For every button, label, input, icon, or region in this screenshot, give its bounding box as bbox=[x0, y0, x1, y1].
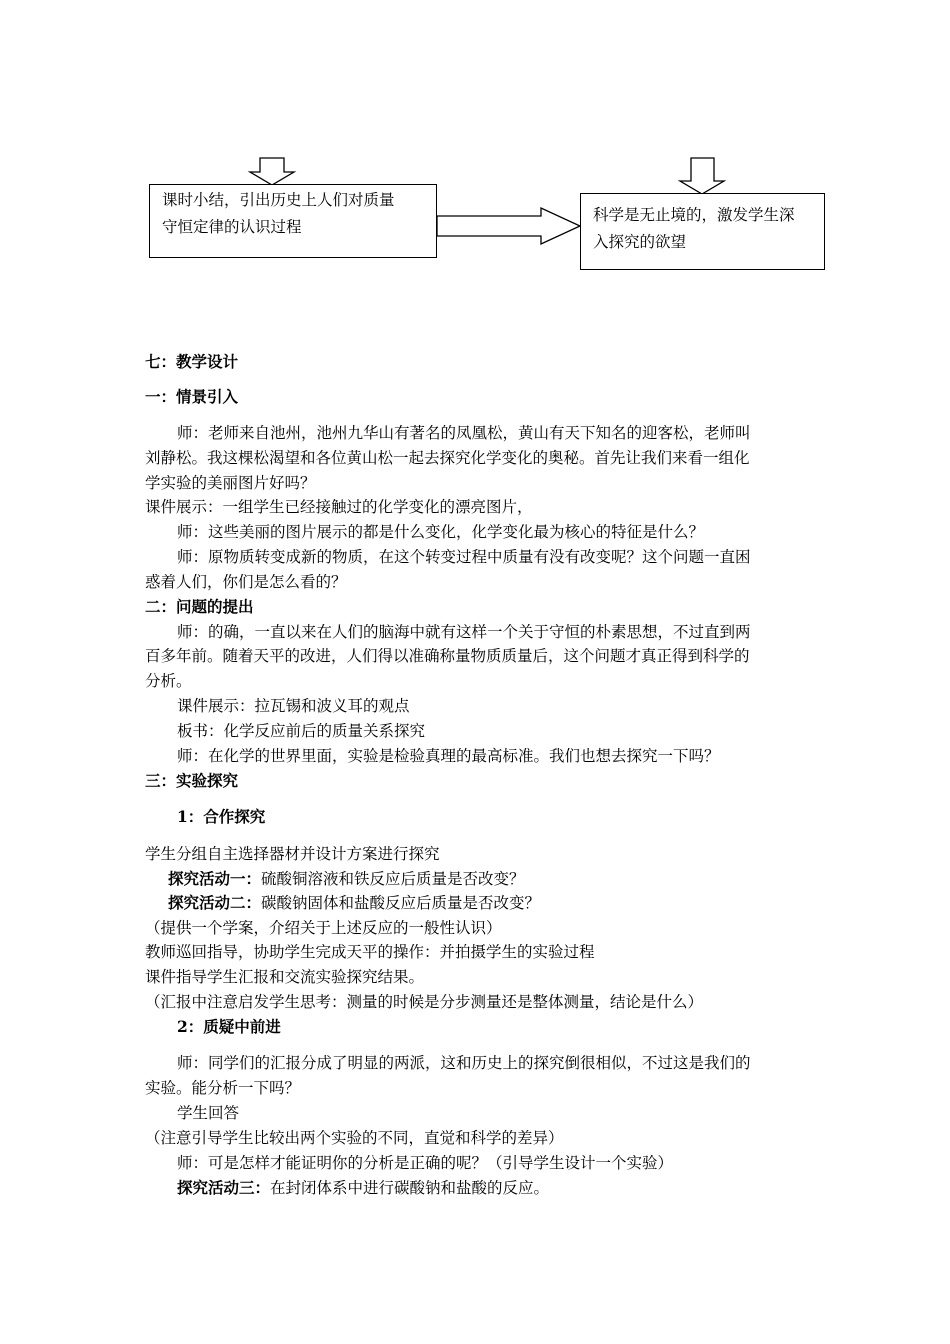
section-2-title: 二：问题的提出 bbox=[145, 597, 254, 616]
activity-3-text: 在封闭体系中进行碳酸钠和盐酸的反应。 bbox=[270, 1179, 550, 1197]
activity-3-label: 探究活动三： bbox=[177, 1178, 271, 1197]
section-3-title: 三：实验探究 bbox=[145, 771, 239, 790]
paragraph-13: （汇报中注意启发学生思考：测量的时候是分步测量还是整体测量，结论是什么） bbox=[145, 993, 704, 1011]
paragraph-5-line-1: 师：的确，一直以来在人们的脑海中就有这样一个关于守恒的朴素思想，不过直到两 bbox=[177, 623, 751, 641]
flow-box-summary-line-1: 课时小结，引出历史上人们对质量 bbox=[162, 191, 395, 209]
activity-1-label: 探究活动一： bbox=[168, 869, 262, 888]
paragraph-8: 师：在化学的世界里面，实验是检验真理的最高标准。我们也想去探究一下吗？ bbox=[177, 747, 720, 765]
activity-3 bbox=[177, 1178, 549, 1198]
activity-1 bbox=[168, 869, 525, 889]
subsection-2-title: 2：质疑中前进 bbox=[177, 1017, 281, 1036]
flow-box-science-line-1: 科学是无止境的，激发学生深 bbox=[593, 206, 795, 224]
paragraph-12: 课件指导学生汇报和交流实验探究结果。 bbox=[145, 968, 425, 986]
paragraph-4-line-1: 师：原物质转变成新的物质，在这个转变过程中质量有没有改变呢？这个问题一直困 bbox=[177, 548, 751, 566]
activity-2-text: 碳酸钠固体和盐酸反应后质量是否改变？ bbox=[261, 894, 541, 912]
paragraph-1-line-1: 师：老师来自池州，池州九华山有著名的凤凰松，黄山有天下知名的迎客松，老师叫 bbox=[177, 424, 751, 442]
paragraph-2: 课件展示：一组学生已经接触过的化学变化的漂亮图片， bbox=[145, 498, 533, 516]
activity-2 bbox=[168, 893, 540, 913]
activity-1-text: 硫酸铜溶液和铁反应后质量是否改变？ bbox=[261, 870, 525, 888]
subsection-1-title: 1：合作探究 bbox=[177, 807, 266, 826]
section-7-title: 七：教学设计 bbox=[145, 352, 239, 371]
flow-box-summary bbox=[149, 184, 437, 258]
flow-box-science bbox=[580, 193, 825, 270]
paragraph-11: 教师巡回指导，协助学生完成天平的操作：并拍摄学生的实验过程 bbox=[145, 943, 595, 961]
paragraph-6: 课件展示：拉瓦锡和波义耳的观点 bbox=[177, 697, 410, 715]
flow-box-science-line-2: 入探究的欲望 bbox=[593, 233, 687, 251]
paragraph-5-line-2: 百多年前。随着天平的改进，人们得以准确称量物质质量后，这个问题才真正得到科学的 bbox=[145, 647, 750, 665]
paragraph-9: 学生分组自主选择器材并设计方案进行探究 bbox=[145, 845, 440, 863]
paragraph-3: 师：这些美丽的图片展示的都是什么变化，化学变化最为核心的特征是什么？ bbox=[177, 523, 705, 541]
flow-box-summary-line-2: 守恒定律的认识过程 bbox=[162, 218, 302, 236]
paragraph-10: （提供一个学案，介绍关于上述反应的一般性认识） bbox=[145, 919, 502, 937]
paragraph-5-line-3: 分析。 bbox=[145, 672, 192, 690]
paragraph-14-line-2: 实验。能分析一下吗？ bbox=[145, 1079, 301, 1097]
paragraph-1-line-2: 刘静松。我这棵松渴望和各位黄山松一起去探究化学变化的奥秘。首先让我们来看一组化 bbox=[145, 449, 750, 467]
paragraph-16: （注意引导学生比较出两个实验的不同，直觉和科学的差异） bbox=[145, 1129, 564, 1147]
paragraph-17: 师：可是怎样才能证明你的分析是正确的呢？（引导学生设计一个实验） bbox=[177, 1154, 674, 1172]
paragraph-7: 板书：化学反应前后的质量关系探究 bbox=[177, 722, 426, 740]
paragraph-1-line-3: 学实验的美丽图片好吗？ bbox=[145, 474, 316, 492]
paragraph-15: 学生回答 bbox=[177, 1104, 240, 1122]
paragraph-4-line-2: 惑着人们，你们是怎么看的？ bbox=[145, 573, 347, 591]
paragraph-14-line-1: 师：同学们的汇报分成了明显的两派，这和历史上的探究倒很相似，不过这是我们的 bbox=[177, 1054, 751, 1072]
activity-2-label: 探究活动二： bbox=[168, 893, 262, 912]
section-1-title: 一：情景引入 bbox=[145, 387, 239, 406]
